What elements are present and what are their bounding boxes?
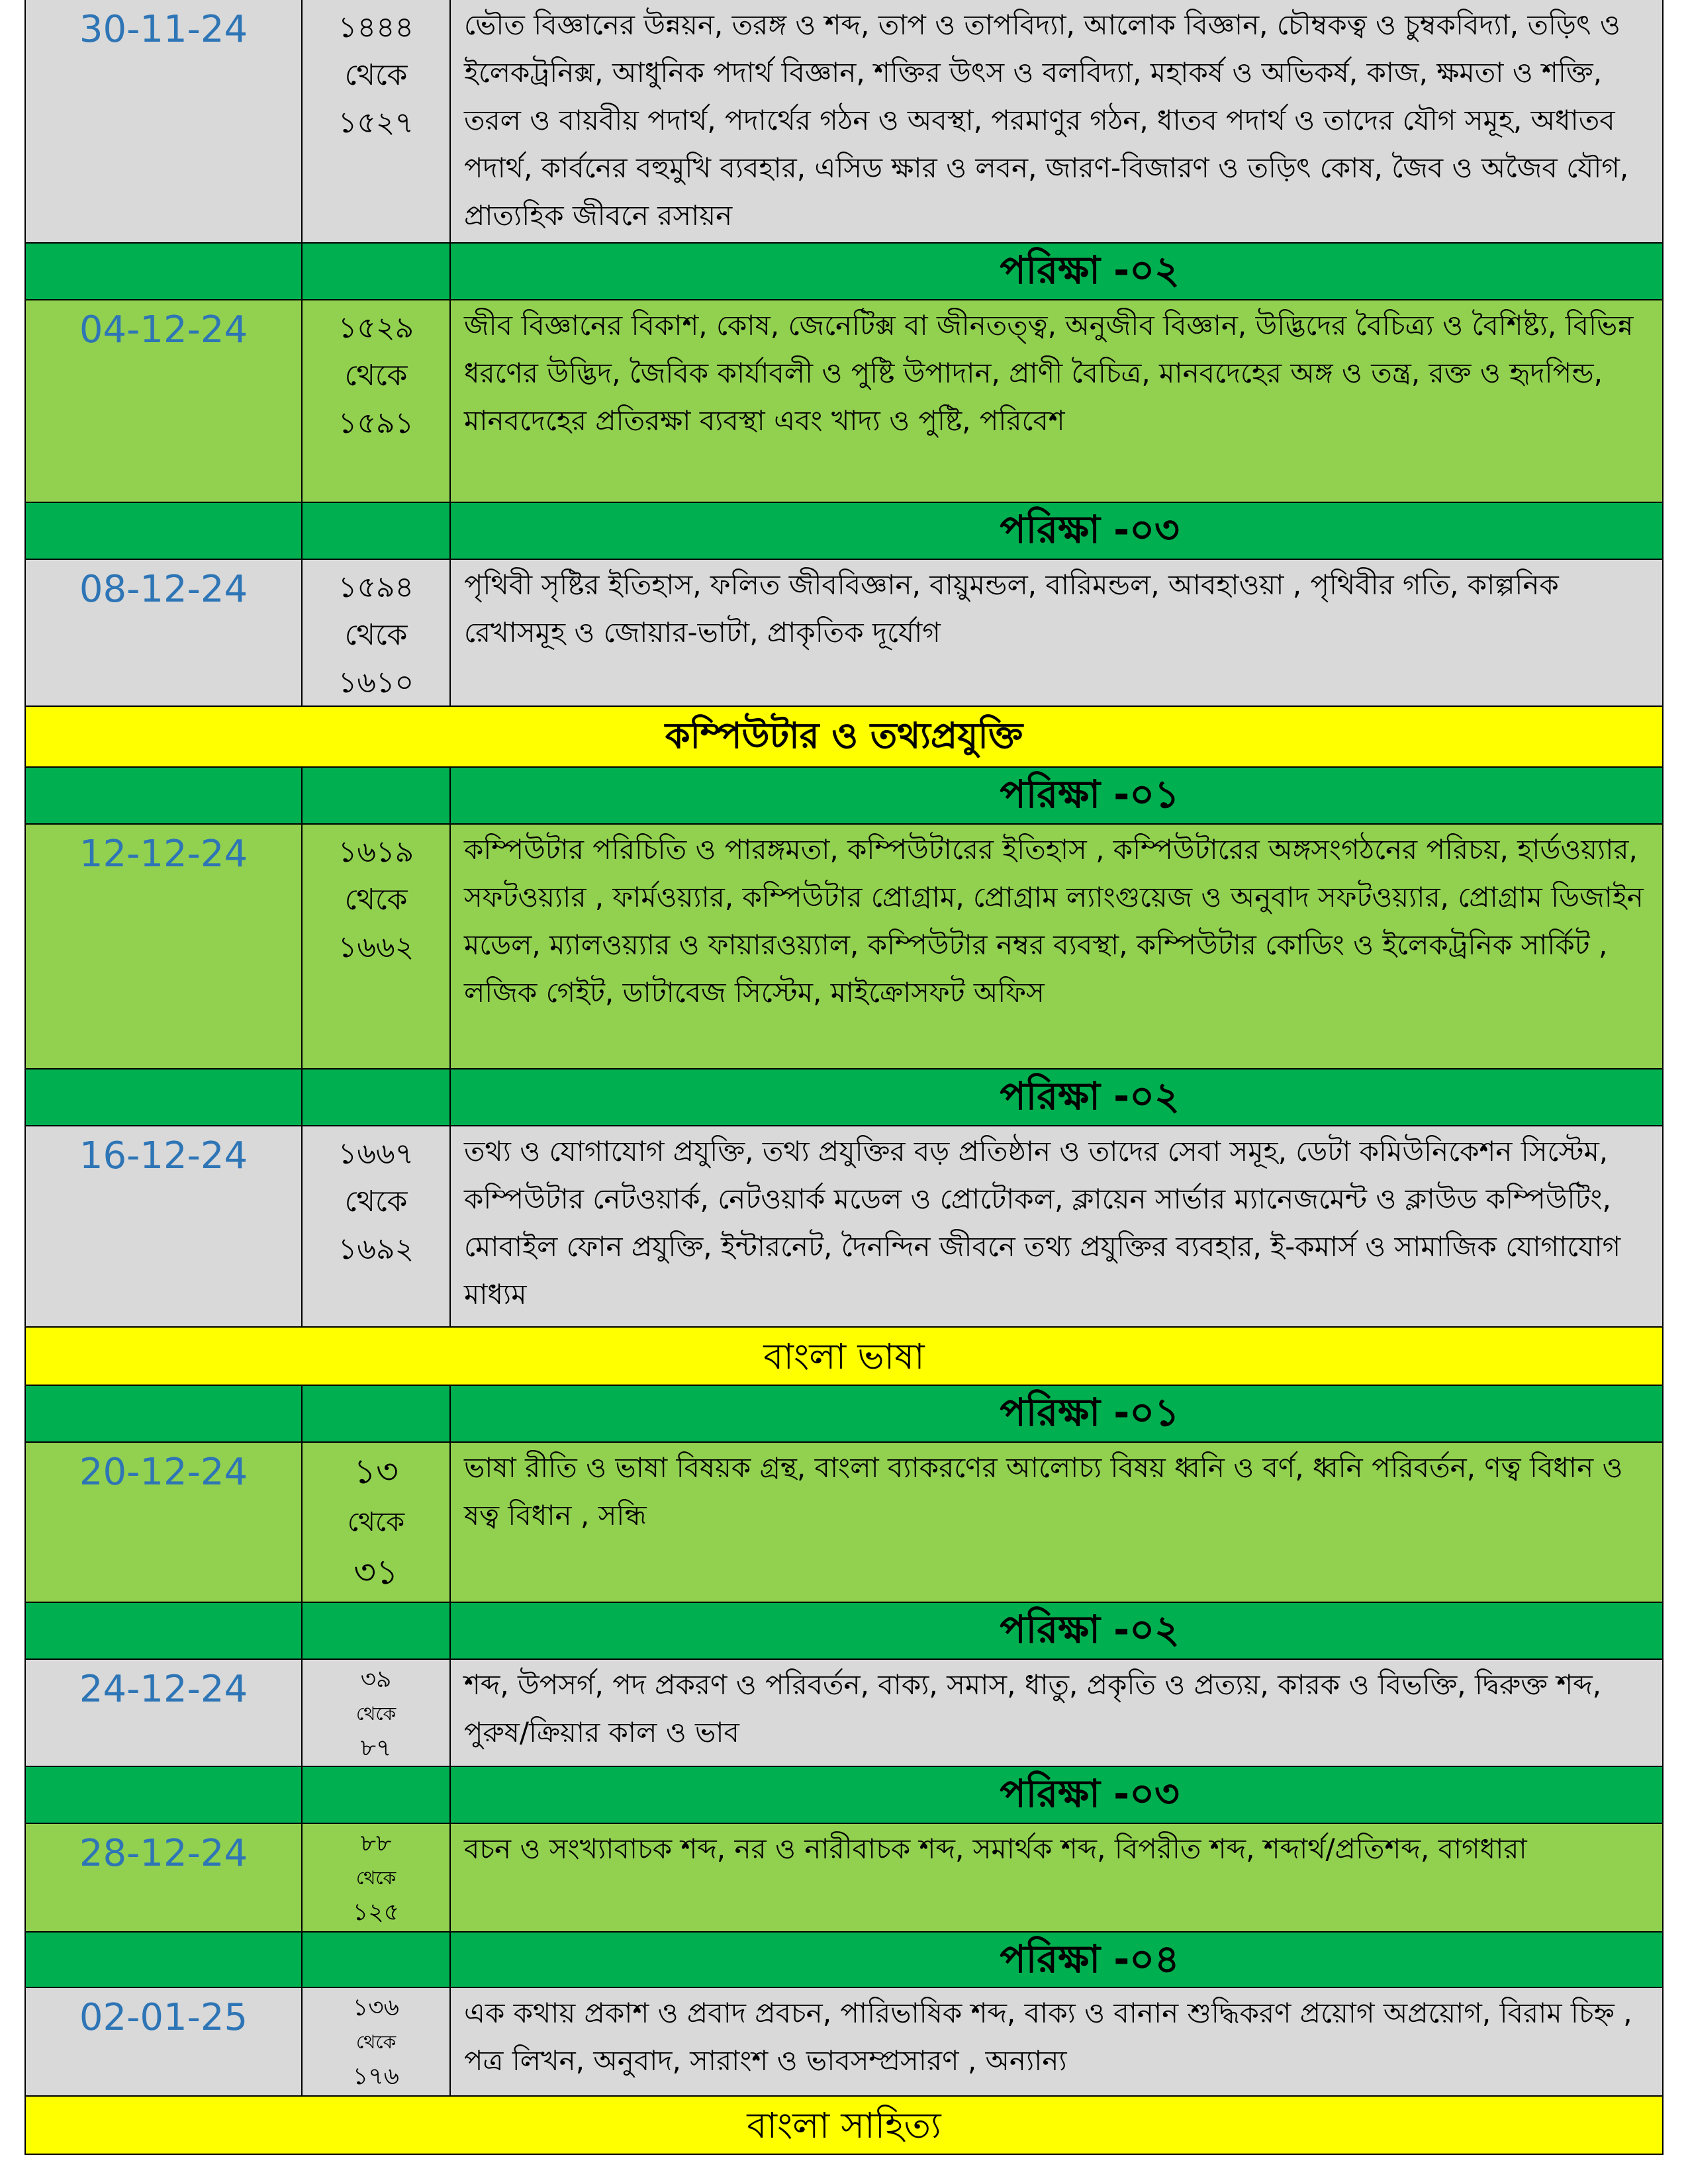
section-title: কম্পিউটার ও তথ্যপ্রযুক্তি [665,715,1023,756]
exam-label: পরিক্ষা -০২ [1000,1073,1180,1118]
exam-header-row [26,768,1662,825]
page-range: ১৫২৯ থেকে ১৫৯১ [303,300,451,502]
syllabus-topics: কম্পিউটার পরিচিতি ও পারঙ্গমতা, কম্পিউটারের ইতিহাস , কম্পিউটারের অঙ্গসংগঠনের পরিচয়, হার্ডওয়্যার, সফটওয়্যার , ফার্মওয়্যার, কম্পিউটার প্রোগ্রাম, প্রোগ্রাম ল্যাংগুয়েজ ও অনুবাদ সফটওয়্যার, প্রোগ্রাম ডিজাইন মডেল, ম্যালওয়্যার ও ফায়ারওয়্যাল, কম্পিউটার নম্বর ব্যবস্থা, কম্পিউটার কোডিং ও ইলেকট্রনিক সার্কিট , লজিক গেইট, ডাটাবেজ সিস্টেম, মাইক্রোসফট অফিস [464,833,1644,1009]
section-header-row [26,707,1662,768]
section-header-row [26,1328,1662,1386]
page-range: ১৩৬ থেকে ১৭৬ [303,1988,451,2095]
exam-header-row [26,1767,1662,1824]
table-row [26,825,1662,1069]
section-title: বাংলা ভাষা [763,1336,925,1377]
syllabus-topics: এক কথায় প্রকাশ ও প্রবাদ প্রবচন, পারিভাষিক শব্দ, বাক্য ও বানান শুদ্ধিকরণ প্রয়োগ অপ্রয়োগ, বিরাম চিহ্ন , পত্র লিখন, অনুবাদ, সারাংশ ও ভাবসম্প্রসারণ , অন্যান্য [464,1997,1632,2077]
exam-date: 30-11-24 [26,0,303,242]
exam-header-row [26,1603,1662,1660]
exam-date: 04-12-24 [26,300,303,502]
exam-header-row [26,1933,1662,1988]
page-range: ১৩ থেকে ৩১ [303,1443,451,1602]
page-range: ১৬৬৭ থেকে ১৬৯২ [303,1126,451,1326]
page-range: ১৫৯৪ থেকে ১৬১০ [303,560,451,705]
syllabus-topics: জীব বিজ্ঞানের বিকাশ, কোষ, জেনেটিক্স বা জীনতত্ত্ব, অনুজীব বিজ্ঞান, উদ্ভিদের বৈচিত্র্য ও বৈশিষ্ট্য, বিভিন্ন ধরণের উদ্ভিদ, জৈবিক কার্যাবলী ও পুষ্টি উপাদান, প্রাণী বৈচিত্র, মানবদেহের অঙ্গ ও তন্ত্র, রক্ত ও হৃদপিন্ড, মানবদেহের প্রতিরক্ষা ব্যবস্থা এবং খাদ্য ও পুষ্টি, পরিবেশ [464,309,1634,437]
page-range: ১৪৪৪ থেকে ১৫২৭ [303,0,451,242]
exam-date: 24-12-24 [26,1660,303,1766]
exam-date: 28-12-24 [26,1824,303,1931]
syllabus-topics: পৃথিবী সৃষ্টির ইতিহাস, ফলিত জীববিজ্ঞান, বায়ুমন্ডল, বারিমন্ডল, আবহাওয়া , পৃথিবীর গতি, কাল্পনিক রেখাসমূহ ও জোয়ার-ভাটা, প্রাকৃতিক দূর্যোগ [464,569,1559,649]
table-row [26,1660,1662,1767]
exam-label: পরিক্ষা -০১ [1000,1390,1180,1435]
exam-label: পরিক্ষা -০২ [1000,1607,1180,1652]
exam-date: 16-12-24 [26,1126,303,1326]
exam-date: 12-12-24 [26,825,303,1068]
table-row [26,1988,1662,2097]
exam-label: পরিক্ষা -০২ [1000,248,1180,293]
syllabus-topics: তথ্য ও যোগাযোগ প্রযুক্তি, তথ্য প্রযুক্তির বড় প্রতিষ্ঠান ও তাদের সেবা সমূহ, ডেটা কমিউনিকেশন সিস্টেম, কম্পিউটার নেটওয়ার্ক, নেটওয়ার্ক মডেল ও প্রোটোকল, ক্লায়েন সার্ভার ম্যানেজমেন্ট ও ক্লাউড কম্পিউটিং, মোবাইল ফোন প্রযুক্তি, ইন্টারনেট, দৈনন্দিন জীবনে তথ্য প্রযুক্তির ব্যবহার, ই-কমার্স ও সামাজিক যোগাযোগ মাধ্যম [464,1135,1621,1310]
table-row [26,300,1662,503]
exam-date: 02-01-25 [26,1988,303,2095]
syllabus-topics: ভাষা রীতি ও ভাষা বিষয়ক গ্রন্থ, বাংলা ব্যাকরণের আলোচ্য বিষয় ধ্বনি ও বর্ণ, ধ্বনি পরিবর্তন, ণত্ব বিধান ও ষত্ব বিধান , সন্ধি [464,1451,1623,1531]
study-schedule-table [24,0,1664,2155]
exam-header-row [26,244,1662,300]
exam-label: পরিক্ষা -০৪ [1000,1936,1180,1981]
syllabus-topics: বচন ও সংখ্যাবাচক শব্দ, নর ও নারীবাচক শব্দ, সমার্থক শব্দ, বিপরীত শব্দ, শব্দার্থ/প্রতিশব্দ, বাগধারা [464,1833,1527,1865]
table-row [26,560,1662,707]
table-row [26,1824,1662,1933]
table-row [26,0,1662,244]
syllabus-topics: শব্দ, উপসর্গ, পদ প্রকরণ ও পরিবর্তন, বাক্য, সমাস, ধাতু, প্রকৃতি ও প্রত্যয়, কারক ও বিভক্তি, দ্বিরুক্ত শব্দ, পুরুষ/ক্রিয়ার কাল ও ভাব [464,1668,1602,1749]
exam-label: পরিক্ষা -০৩ [1000,507,1180,552]
exam-date: 20-12-24 [26,1443,303,1602]
page-range: ৩৯ থেকে ৮৭ [303,1660,451,1766]
section-title: বাংলা সাহিত্য [747,2105,941,2146]
exam-header-row [26,503,1662,560]
exam-label: পরিক্ষা -০১ [1000,772,1180,817]
exam-label: পরিক্ষা -০৩ [1000,1771,1180,1816]
syllabus-topics: ভৌত বিজ্ঞানের উন্নয়ন, তরঙ্গ ও শব্দ, তাপ ও তাপবিদ্যা, আলোক বিজ্ঞান, চৌম্বকত্ব ও চুম্বকবিদ্যা, তড়িৎ ও ইলেকট্রনিক্স, আধুনিক পদার্থ বিজ্ঞান, শক্তির উৎস ও বলবিদ্যা, মহাকর্ষ ও অভিকর্ষ, কাজ, ক্ষমতা ও শক্তি, তরল ও বায়বীয় পদার্থ, পদার্থের গঠন ও অবস্থা, পরমাণুর গঠন, ধাতব পদার্থ ও তাদের যৌগ সমূহ, অধাতব পদার্থ, কার্বনের বহুমুখি ব্যবহার, এসিড ক্ষার ও লবন, জারণ-বিজারণ ও তড়িৎ কোষ, জৈব ও অজৈব যৌগ, প্রাত্যহিক জীবনে রসায়ন [464,9,1629,232]
table-row [26,1126,1662,1328]
page-range: ১৬১৯ থেকে ১৬৬২ [303,825,451,1068]
page-range: ৮৮ থেকে ১২৫ [303,1824,451,1931]
table-row [26,1443,1662,1603]
exam-header-row [26,1069,1662,1126]
exam-header-row [26,1386,1662,1443]
exam-date: 08-12-24 [26,560,303,705]
section-header-row [26,2097,1662,2155]
